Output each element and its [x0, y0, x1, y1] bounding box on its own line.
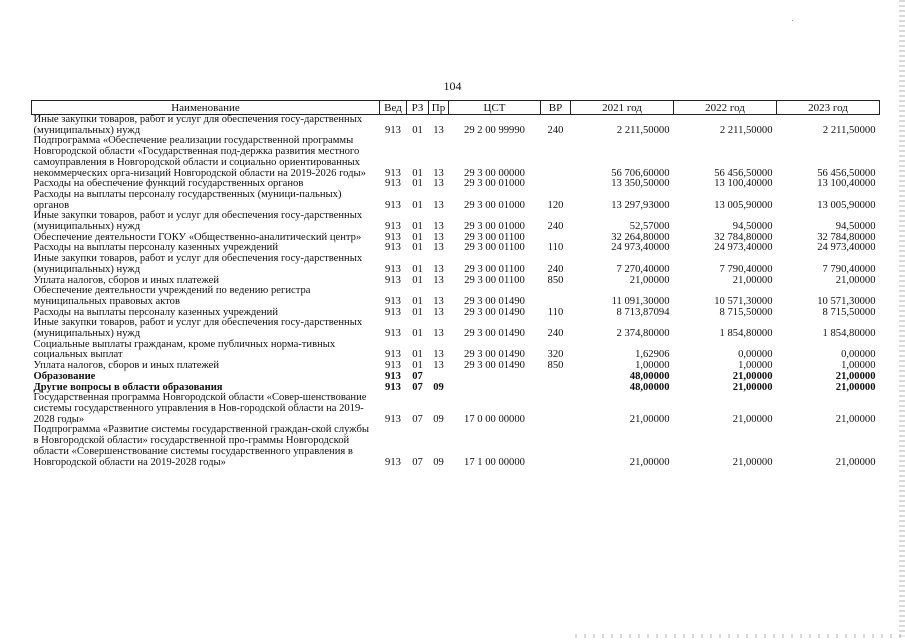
cell-rz: 07 — [412, 413, 423, 425]
cell-vr — [541, 136, 571, 179]
header-2023: 2023 год — [777, 101, 880, 115]
cell-year-2023: 13 005,90000 — [817, 199, 876, 211]
cell-year-2021: 56 706,60000 — [611, 167, 670, 179]
cell-year-2022: 1 854,80000 — [719, 328, 773, 340]
cell-year-2022: 21,00000 — [732, 370, 773, 382]
cell-name: Подпрограмма «Развитие системы государственной граждан-ской службы в Новгородской области» государственной про-граммы Новгородской области «Совершенствование системы государственного управления в Новгородской области на 2019-2028 годы» — [33, 424, 369, 468]
cell-year-2022: 0,00000 — [738, 349, 773, 361]
cell-year-2021: 2 211,50000 — [616, 124, 670, 136]
header-rz: РЗ — [407, 101, 429, 115]
cell-year-2023: 1,00000 — [841, 360, 876, 372]
cell-rz: 01 — [412, 242, 423, 254]
cell-year-2021: 7 270,40000 — [616, 263, 670, 275]
cell-pr: 13 — [433, 328, 444, 340]
cell-vr: 240 — [547, 263, 564, 275]
cell-vr: 240 — [547, 221, 564, 233]
cell-name: Иные закупки товаров, работ и услуг для обеспечения госу-дарственных (муниципальных) нужд — [33, 114, 363, 136]
cell-pr: 13 — [433, 178, 444, 190]
cell-cst: 29 3 00 01490 — [464, 328, 525, 340]
cell-ved: 913 — [385, 263, 401, 275]
cell-cst: 29 3 00 00000 — [464, 167, 525, 179]
cell-ved: 913 — [385, 124, 401, 136]
cell-year-2023: 2 211,50000 — [822, 124, 876, 136]
cell-name: Государственная программа Новгородской области «Совер-шенствование системы государственного управления в Нов-городской области на 2019-2028 годы» — [33, 392, 367, 425]
cell-vr: 850 — [547, 274, 564, 286]
cell-vr — [541, 383, 571, 394]
cell-name: Уплата налогов, сборов и иных платежей — [33, 274, 220, 286]
cell-ved: 913 — [385, 199, 401, 211]
cell-pr: 13 — [433, 360, 444, 372]
cell-pr — [429, 372, 449, 383]
cell-rz: 01 — [412, 306, 423, 318]
table-row — [32, 372, 880, 383]
cell-year-2022: 1,00000 — [738, 360, 773, 372]
cell-year-2021: 24 973,40000 — [611, 242, 670, 254]
cell-name: Иные закупки товаров, работ и услуг для обеспечения госу-дарственных (муниципальных) нужд — [33, 317, 363, 340]
cell-year-2023: 21,00000 — [835, 381, 876, 393]
cell-name: Расходы на выплаты персоналу казенных учреждений — [33, 242, 278, 254]
cell-vr — [541, 393, 571, 425]
cell-rz: 07 — [412, 456, 423, 468]
cell-pr: 13 — [433, 231, 444, 243]
cell-year-2021: 2 374,80000 — [616, 328, 670, 340]
cell-name: Обеспечение деятельности ГОКУ «Общественно-аналитический центр» — [33, 231, 362, 243]
header-2022: 2022 год — [674, 101, 777, 115]
cell-ved: 913 — [385, 456, 401, 468]
table-body — [32, 115, 880, 469]
cell-year-2021: 1,00000 — [635, 360, 670, 372]
cell-cst: 29 3 00 01490 — [464, 349, 525, 361]
cell-ved: 913 — [385, 221, 401, 233]
cell-rz: 01 — [412, 295, 423, 307]
cell-cst: 29 3 00 01100 — [464, 274, 525, 286]
cell-ved: 913 — [385, 167, 401, 179]
cell-pr: 09 — [433, 413, 444, 425]
cell-vr: 110 — [547, 306, 564, 318]
cell-cst — [449, 383, 541, 394]
cell-cst: 29 3 00 01490 — [464, 360, 525, 372]
cell-rz: 01 — [412, 221, 423, 233]
cell-ved: 913 — [385, 231, 401, 243]
cell-year-2021: 13 350,50000 — [611, 178, 670, 190]
cell-vr: 240 — [547, 328, 564, 340]
table-row — [32, 115, 880, 137]
cell-name: Иные закупки товаров, работ и услуг для обеспечения госу-дарственных (муниципальных) нужд — [33, 210, 363, 233]
cell-ved: 913 — [385, 413, 401, 425]
cell-vr: 320 — [547, 349, 564, 361]
cell-year-2022: 13 005,90000 — [714, 199, 773, 211]
cell-vr: 240 — [547, 124, 564, 136]
cell-vr: 120 — [547, 199, 564, 211]
header-name: Наименование — [32, 101, 380, 115]
cell-year-2023: 21,00000 — [835, 274, 876, 286]
cell-ved: 913 — [385, 274, 401, 286]
cell-year-2022: 10 571,30000 — [714, 295, 773, 307]
cell-rz: 07 — [412, 381, 423, 393]
table-row — [32, 340, 880, 361]
cell-name: Расходы на обеспечение функций государственных органов — [33, 178, 304, 190]
header-2021: 2021 год — [571, 101, 674, 115]
cell-name: Социальные выплаты гражданам, кроме публичных норма-тивных социальных выплат — [33, 338, 336, 361]
cell-ved: 913 — [385, 381, 401, 393]
cell-name: Расходы на выплаты персоналу казенных учреждений — [33, 306, 278, 318]
cell-year-2023: 1 854,80000 — [822, 328, 876, 340]
cell-year-2022: 94,50000 — [732, 221, 773, 233]
table-row — [32, 190, 880, 211]
cell-rz: 01 — [412, 263, 423, 275]
cell-year-2021: 21,00000 — [629, 274, 670, 286]
cell-year-2022: 8 715,50000 — [719, 306, 773, 318]
cell-pr: 13 — [433, 167, 444, 179]
cell-year-2023: 32 784,80000 — [817, 231, 876, 243]
cell-cst: 29 3 00 01000 — [464, 221, 525, 233]
cell-ved: 913 — [385, 306, 401, 318]
cell-name: Подпрограмма «Обеспечение реализации государственной программы Новгородской области «Государственная под-держка развития местного самоуправления в Новгородской области и социально ориентированных некоммерческих орга-низаций Новгородской области на 2019-2026 годы» — [33, 135, 366, 179]
cell-year-2023: 13 100,40000 — [817, 178, 876, 190]
cell-pr: 13 — [433, 295, 444, 307]
cell-cst: 29 3 00 01100 — [464, 242, 525, 254]
cell-rz: 01 — [412, 178, 423, 190]
cell-year-2021: 21,00000 — [629, 413, 670, 425]
cell-pr: 13 — [433, 199, 444, 211]
cell-cst: 29 3 00 01100 — [464, 263, 525, 275]
cell-cst — [449, 372, 541, 383]
cell-name: Образование — [33, 370, 96, 382]
cell-pr: 13 — [433, 274, 444, 286]
cell-ved: 913 — [385, 349, 401, 361]
cell-rz: 01 — [412, 199, 423, 211]
cell-ved: 913 — [385, 242, 401, 254]
scan-dust-artifact — [792, 20, 793, 21]
cell-year-2021: 21,00000 — [629, 456, 670, 468]
cell-cst: 29 3 00 01100 — [464, 231, 525, 243]
cell-year-2023: 8 715,50000 — [822, 306, 876, 318]
cell-name: Иные закупки товаров, работ и услуг для обеспечения госу-дарственных (муниципальных) нужд — [33, 253, 363, 275]
header-pr: Пр — [429, 101, 449, 115]
table-row — [32, 136, 880, 179]
cell-year-2023: 7 790,40000 — [822, 263, 876, 275]
cell-year-2023: 10 571,30000 — [817, 295, 876, 307]
table-row — [32, 425, 880, 468]
cell-year-2021: 1,62906 — [635, 349, 670, 361]
cell-ved: 913 — [385, 360, 401, 372]
cell-year-2023: 21,00000 — [835, 456, 876, 468]
cell-cst: 29 2 00 99990 — [464, 124, 525, 136]
cell-vr: 850 — [547, 360, 564, 372]
cell-rz: 01 — [412, 274, 423, 286]
cell-rz: 01 — [412, 328, 423, 340]
cell-year-2023: 0,00000 — [841, 349, 876, 361]
cell-vr — [541, 372, 571, 383]
cell-year-2021: 48,00000 — [629, 370, 670, 382]
cell-pr: 13 — [433, 221, 444, 233]
cell-rz: 01 — [412, 360, 423, 372]
cell-year-2022: 21,00000 — [732, 381, 773, 393]
cell-pr: 13 — [433, 242, 444, 254]
cell-rz: 01 — [412, 349, 423, 361]
cell-rz: 07 — [412, 370, 423, 382]
budget-table — [31, 100, 880, 468]
cell-ved: 913 — [385, 328, 401, 340]
cell-year-2022: 2 211,50000 — [719, 124, 773, 136]
cell-pr: 09 — [433, 456, 444, 468]
cell-rz: 01 — [412, 167, 423, 179]
cell-year-2023: 56 456,50000 — [817, 167, 876, 179]
scan-bottom-artifact — [575, 634, 905, 638]
cell-ved: 913 — [385, 295, 401, 307]
header-vr: ВР — [541, 101, 571, 115]
cell-pr: 13 — [433, 349, 444, 361]
cell-name: Расходы на выплаты персоналу государственных (муници-пальных) органов — [33, 188, 342, 211]
header-cst: ЦСТ — [449, 101, 541, 115]
cell-cst: 29 3 00 01000 — [464, 178, 525, 190]
scan-edge-artifact — [899, 0, 905, 640]
cell-year-2022: 56 456,50000 — [714, 167, 773, 179]
cell-vr — [541, 179, 571, 190]
cell-year-2022: 21,00000 — [732, 413, 773, 425]
cell-cst: 29 3 00 01490 — [464, 295, 525, 307]
cell-vr: 110 — [547, 242, 564, 254]
cell-year-2022: 13 100,40000 — [714, 178, 773, 190]
cell-name: Обеспечение деятельности учреждений по ведению регистра муниципальных правовых актов — [33, 285, 311, 307]
table-row — [32, 318, 880, 339]
cell-pr: 13 — [433, 124, 444, 136]
cell-year-2023: 24 973,40000 — [817, 242, 876, 254]
table-row — [32, 211, 880, 232]
cell-year-2021: 8 713,87094 — [616, 306, 670, 318]
cell-name: Уплата налогов, сборов и иных платежей — [33, 360, 220, 372]
page-number: 104 — [443, 79, 462, 93]
cell-year-2022: 21,00000 — [732, 456, 773, 468]
header-ved: Вед — [380, 101, 407, 115]
cell-year-2022: 21,00000 — [732, 274, 773, 286]
cell-ved: 913 — [385, 178, 401, 190]
cell-year-2021: 13 297,93000 — [611, 199, 670, 211]
cell-pr: 13 — [433, 263, 444, 275]
cell-year-2023: 94,50000 — [835, 221, 876, 233]
cell-rz: 01 — [412, 124, 423, 136]
cell-pr: 09 — [433, 381, 444, 393]
cell-year-2022: 32 784,80000 — [714, 231, 773, 243]
cell-cst: 29 3 00 01000 — [464, 199, 525, 211]
cell-year-2023: 21,00000 — [835, 370, 876, 382]
cell-year-2022: 7 790,40000 — [719, 263, 773, 275]
cell-year-2021: 11 091,30000 — [611, 295, 670, 307]
cell-year-2022: 24 973,40000 — [714, 242, 773, 254]
cell-year-2021: 32 264,80000 — [611, 231, 670, 243]
cell-cst: 17 0 00 00000 — [464, 413, 525, 425]
cell-year-2021: 48,00000 — [629, 381, 670, 393]
table-row — [32, 286, 880, 307]
cell-pr: 13 — [433, 306, 444, 318]
cell-cst: 17 1 00 00000 — [464, 456, 525, 468]
cell-cst: 29 3 00 01490 — [464, 306, 525, 318]
table-header-row — [32, 101, 880, 115]
cell-ved: 913 — [385, 370, 401, 382]
cell-year-2021: 52,57000 — [629, 221, 670, 233]
cell-rz: 01 — [412, 231, 423, 243]
cell-vr — [541, 286, 571, 307]
table-row — [32, 254, 880, 275]
cell-year-2023: 21,00000 — [835, 413, 876, 425]
table-row — [32, 393, 880, 425]
cell-vr — [541, 425, 571, 468]
cell-name: Другие вопросы в области образования — [33, 381, 223, 393]
